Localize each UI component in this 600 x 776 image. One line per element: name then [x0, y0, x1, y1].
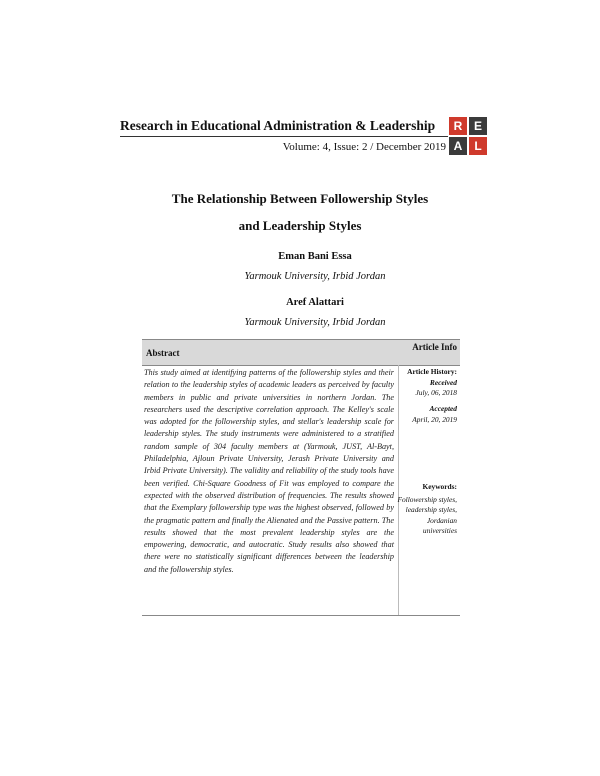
accepted-label: Accepted: [429, 404, 457, 413]
accepted-block: [397, 404, 457, 425]
paper-title-line-1: The Relationship Between Followership Styles: [171, 191, 429, 206]
history-label: Article History:: [407, 367, 457, 376]
abstract-heading: Abstract: [146, 348, 180, 358]
keyword: Followership styles,: [397, 494, 457, 504]
table-header: [142, 339, 460, 366]
volume-issue: Volume: 4, Issue: 2 / December 2019: [282, 141, 446, 153]
keywords-block: [397, 482, 457, 537]
logo-letter-a: A: [449, 137, 467, 155]
received-label: Received: [429, 377, 457, 387]
logo-letter-l: L: [469, 137, 487, 155]
keywords-label: Keywords:: [422, 482, 457, 491]
journal-title: Research in Educational Administration & Leadership: [120, 118, 436, 133]
abstract-table: [142, 339, 460, 615]
author-name: Eman Bani Essa: [278, 251, 352, 262]
author-name: Aref Alattari: [286, 297, 344, 308]
article-history: [397, 367, 457, 399]
logo-letter-e: E: [469, 117, 487, 135]
abstract-text: This study aimed at identifying patterns of the followership styles and their relation to the leadership styles of academic leaders as perceived by faculty members in public and private universities in northern Jordan. The researchers used the descriptive correlation approach. The Kelley's scale was adopted for the followership styles, and stellar's leadership scale for leadership styles. The study instruments were administered to a stratified random sample of 304 faculty members at (Yarmouk, JUST, Al-Bayt, Philadelphia, Ajloun Private University, Jerash Private University and Irbid Private University). The validity and reliability of the study tools have been verified. Chi-Square Goodness of Fit was employed to compare the expected with the observed distribution of frequencies. The results showed that the Exemplary followership type was the highest observed, followed by the pragmatic pattern and finally the Alienated and the Passive pattern. The results showed that the most prevalent leadership styles are the empowering, democratic, and autocratic. Study results also showed that there were no statistically significant differences between the leadership and the followership styles.: [144, 368, 394, 574]
author-affiliation: Yarmouk University, Irbid Jordan: [244, 317, 386, 328]
keyword: Jordanian universities: [422, 515, 457, 536]
header-divider: [120, 136, 448, 137]
paper-title-line-2: and Leadership Styles: [238, 218, 362, 233]
keyword: leadership styles,: [405, 505, 457, 515]
received-date: July, 06, 2018: [415, 388, 457, 398]
table-bottom-rule: [142, 615, 460, 616]
logo-letter-r: R: [449, 117, 467, 135]
article-info-heading: Article Info: [412, 342, 457, 352]
author-affiliation: Yarmouk University, Irbid Jordan: [244, 271, 386, 282]
accepted-date: April, 20, 2019: [412, 414, 457, 424]
journal-logo: [449, 117, 487, 155]
